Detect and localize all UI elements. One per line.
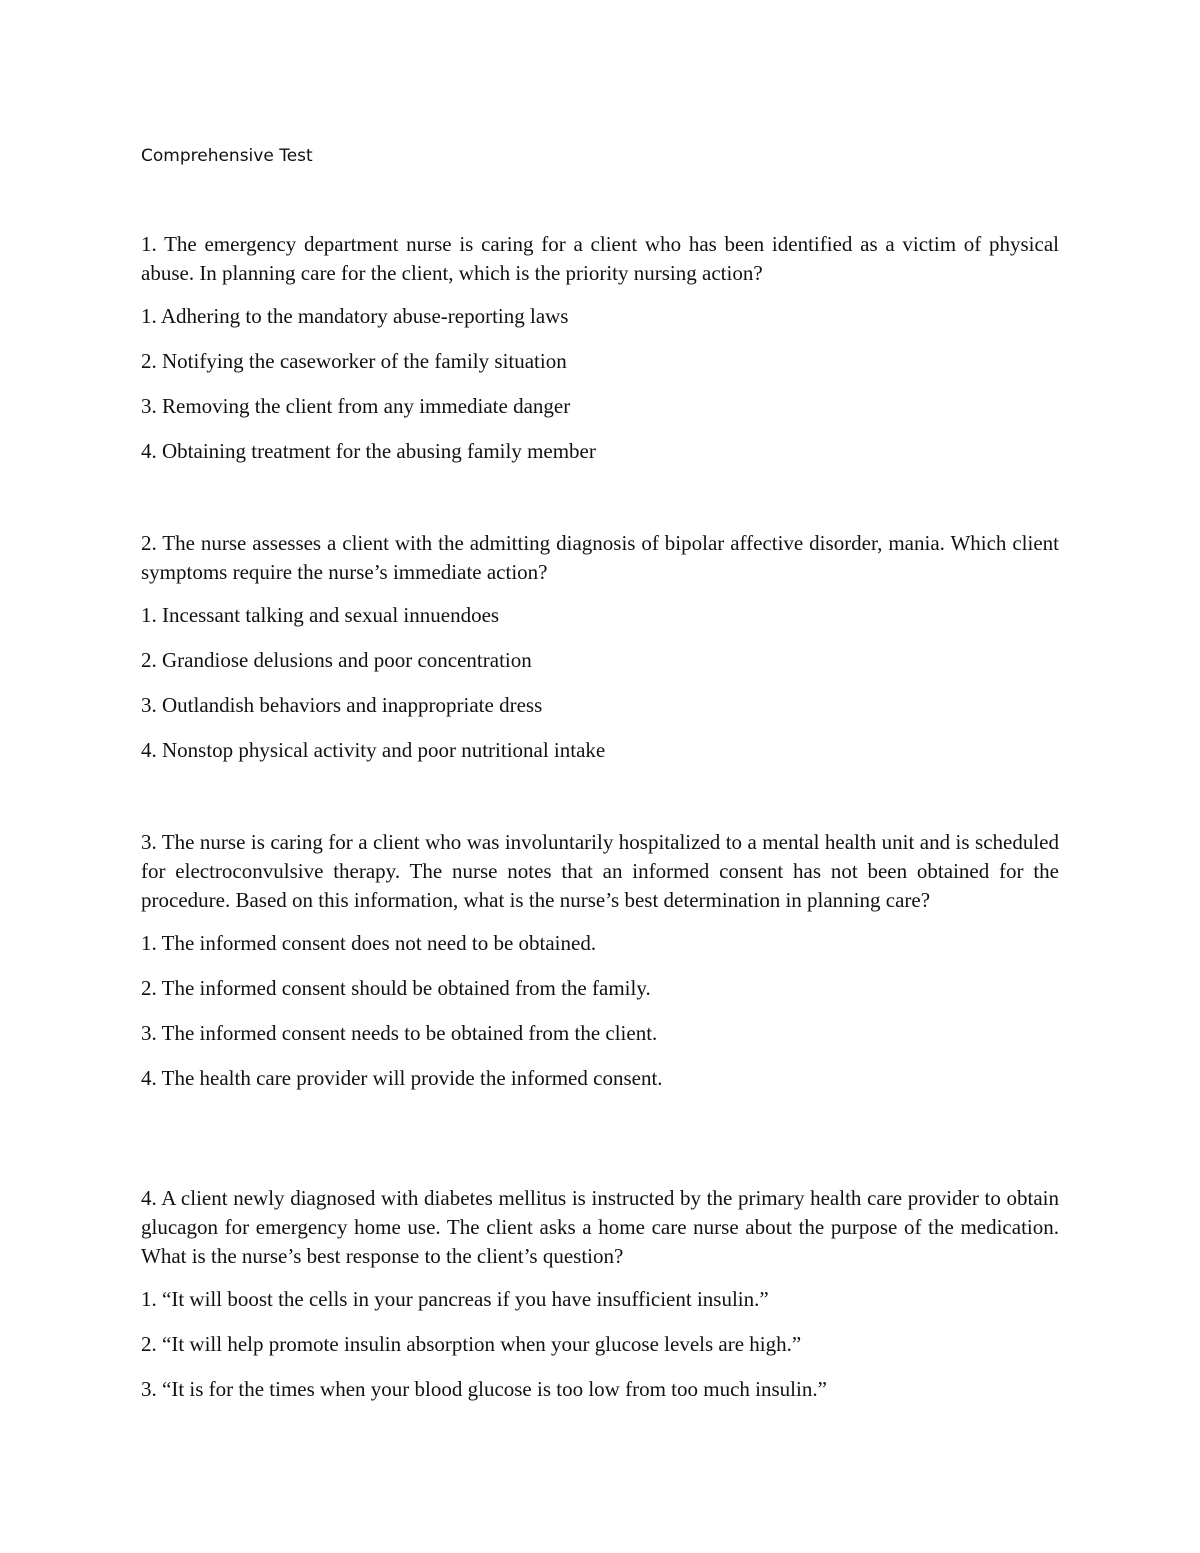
question-2 <box>141 529 1059 781</box>
answer-option: 2. “It will help promote insulin absorption when your glucose levels are high.” <box>141 1332 802 1356</box>
question-4 <box>141 1184 1059 1420</box>
question-3 <box>141 828 1059 1109</box>
answer-option: 3. Removing the client from any immediate danger <box>141 394 571 418</box>
answer-option: 4. The health care provider will provide the informed consent. <box>141 1066 663 1090</box>
question-stem: 2. The nurse assesses a client with the admitting diagnosis of bipolar affective disorder, mania. Which client symptoms require the nurse’s immediate action? <box>141 531 1059 584</box>
answer-option: 2. Notifying the caseworker of the family situation <box>141 349 567 373</box>
answer-option: 4. Nonstop physical activity and poor nutritional intake <box>141 738 606 762</box>
document-title: Comprehensive Test <box>141 146 313 166</box>
question-stem: 4. A client newly diagnosed with diabetes mellitus is instructed by the primary health care provider to obtain glucagon for emergency home use. The client asks a home care nurse about the purpose of the medication. What is the nurse’s best response to the client’s question? <box>141 1186 1059 1268</box>
document-page <box>141 0 1059 1553</box>
answer-option: 1. Incessant talking and sexual innuendoes <box>141 603 500 627</box>
question-stem: 3. The nurse is caring for a client who was involuntarily hospitalized to a mental health unit and is scheduled for electroconvulsive therapy. The nurse notes that an informed consent has not been obtained for the procedure. Based on this information, what is the nurse’s best determination in planning care? <box>141 830 1059 912</box>
answer-option: 1. Adhering to the mandatory abuse-reporting laws <box>141 304 569 328</box>
answer-option: 3. “It is for the times when your blood glucose is too low from too much insulin.” <box>141 1377 827 1401</box>
answer-option: 4. Obtaining treatment for the abusing family member <box>141 439 596 463</box>
answer-option: 1. “It will boost the cells in your pancreas if you have insufficient insulin.” <box>141 1287 769 1311</box>
answer-option: 2. Grandiose delusions and poor concentration <box>141 648 532 672</box>
answer-option: 1. The informed consent does not need to be obtained. <box>141 931 597 955</box>
question-1 <box>141 230 1059 482</box>
answer-option: 3. Outlandish behaviors and inappropriate dress <box>141 693 543 717</box>
answer-option: 2. The informed consent should be obtained from the family. <box>141 976 651 1000</box>
answer-option: 3. The informed consent needs to be obtained from the client. <box>141 1021 658 1045</box>
question-stem: 1. The emergency department nurse is caring for a client who has been identified as a victim of physical abuse. In planning care for the client, which is the priority nursing action? <box>141 232 1059 285</box>
